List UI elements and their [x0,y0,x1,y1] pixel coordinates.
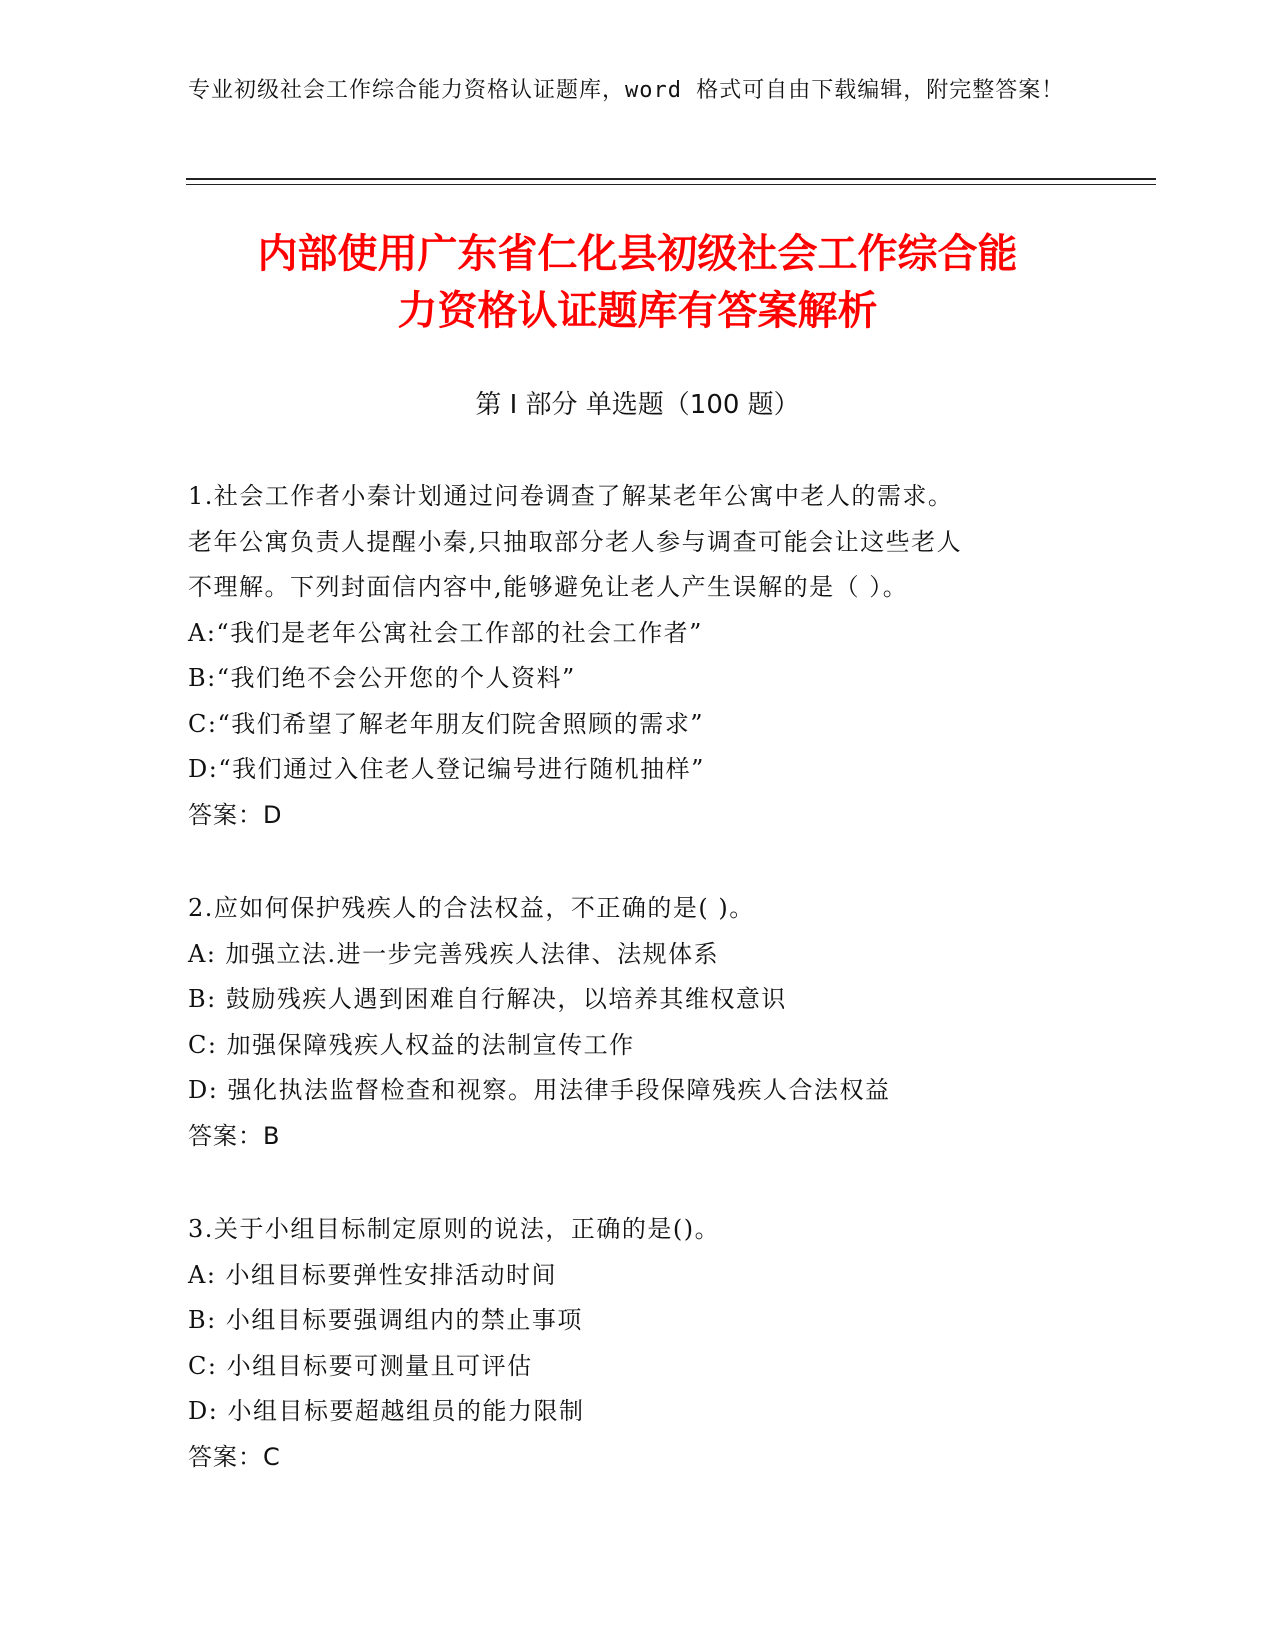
option-d: D: 小组目标要超越组员的能力限制 [188,1397,585,1425]
option-c: C:“我们希望了解老年朋友们院舍照顾的需求” [188,709,704,738]
header-divider-thin [186,184,1156,185]
answer-label: 答案：C [188,1442,281,1471]
document-title [150,226,1125,340]
answer-label: 答案：B [188,1121,281,1150]
question-stem-line: 3.关于小组目标制定原则的说法，正确的是()。 [188,1215,721,1243]
question-stem-line: 老年公寓负责人提醒小秦,只抽取部分老人参与调查可能会让这些老人 [188,527,963,556]
option-d: D: 强化执法监督检查和视察。用法律手段保障残疾人合法权益 [188,1076,891,1104]
option-a: A: 加强立法.进一步完善残疾人法律、法规体系 [188,939,720,968]
question-3 [188,1207,1088,1480]
option-b: B: 鼓励残疾人遇到困难自行解决，以培养其维权意识 [188,985,787,1013]
option-c: C: 小组目标要可测量且可评估 [188,1351,533,1380]
section-title: 第 I 部分 单选题（100 题） [475,390,800,420]
question-stem-line: 1.社会工作者小秦计划通过问卷调查了解某老年公寓中老人的需求。 [188,482,954,510]
document-title-line-2: 力资格认证题库有答案解析 [397,288,878,334]
question-1 [188,474,1088,838]
question-stem-line: 不理解。下列封面信内容中,能够避免让老人产生误解的是（ ）。 [188,573,909,601]
option-a: A:“我们是老年公寓社会工作部的社会工作者” [188,618,703,647]
option-c: C: 加强保障残疾人权益的法制宣传工作 [188,1030,635,1059]
header-note: 专业初级社会工作综合能力资格认证题库，word 格式可自由下载编辑，附完整答案！ [188,78,1065,103]
answer-label: 答案：D [188,800,283,829]
option-b: B: 小组目标要强调组内的禁止事项 [188,1306,583,1334]
option-d: D:“我们通过入住老人登记编号进行随机抽样” [188,755,705,783]
question-list [188,474,1088,1528]
question-stem-line: 2.应如何保护残疾人的合法权益，不正确的是( )。 [188,894,755,922]
option-b: B:“我们绝不会公开您的个人资料” [188,664,576,692]
header-divider-thick [186,178,1156,180]
question-2 [188,886,1088,1159]
document-title-line-1: 内部使用广东省仁化县初级社会工作综合能 [257,231,1018,277]
option-a: A: 小组目标要弹性安排活动时间 [188,1260,558,1289]
